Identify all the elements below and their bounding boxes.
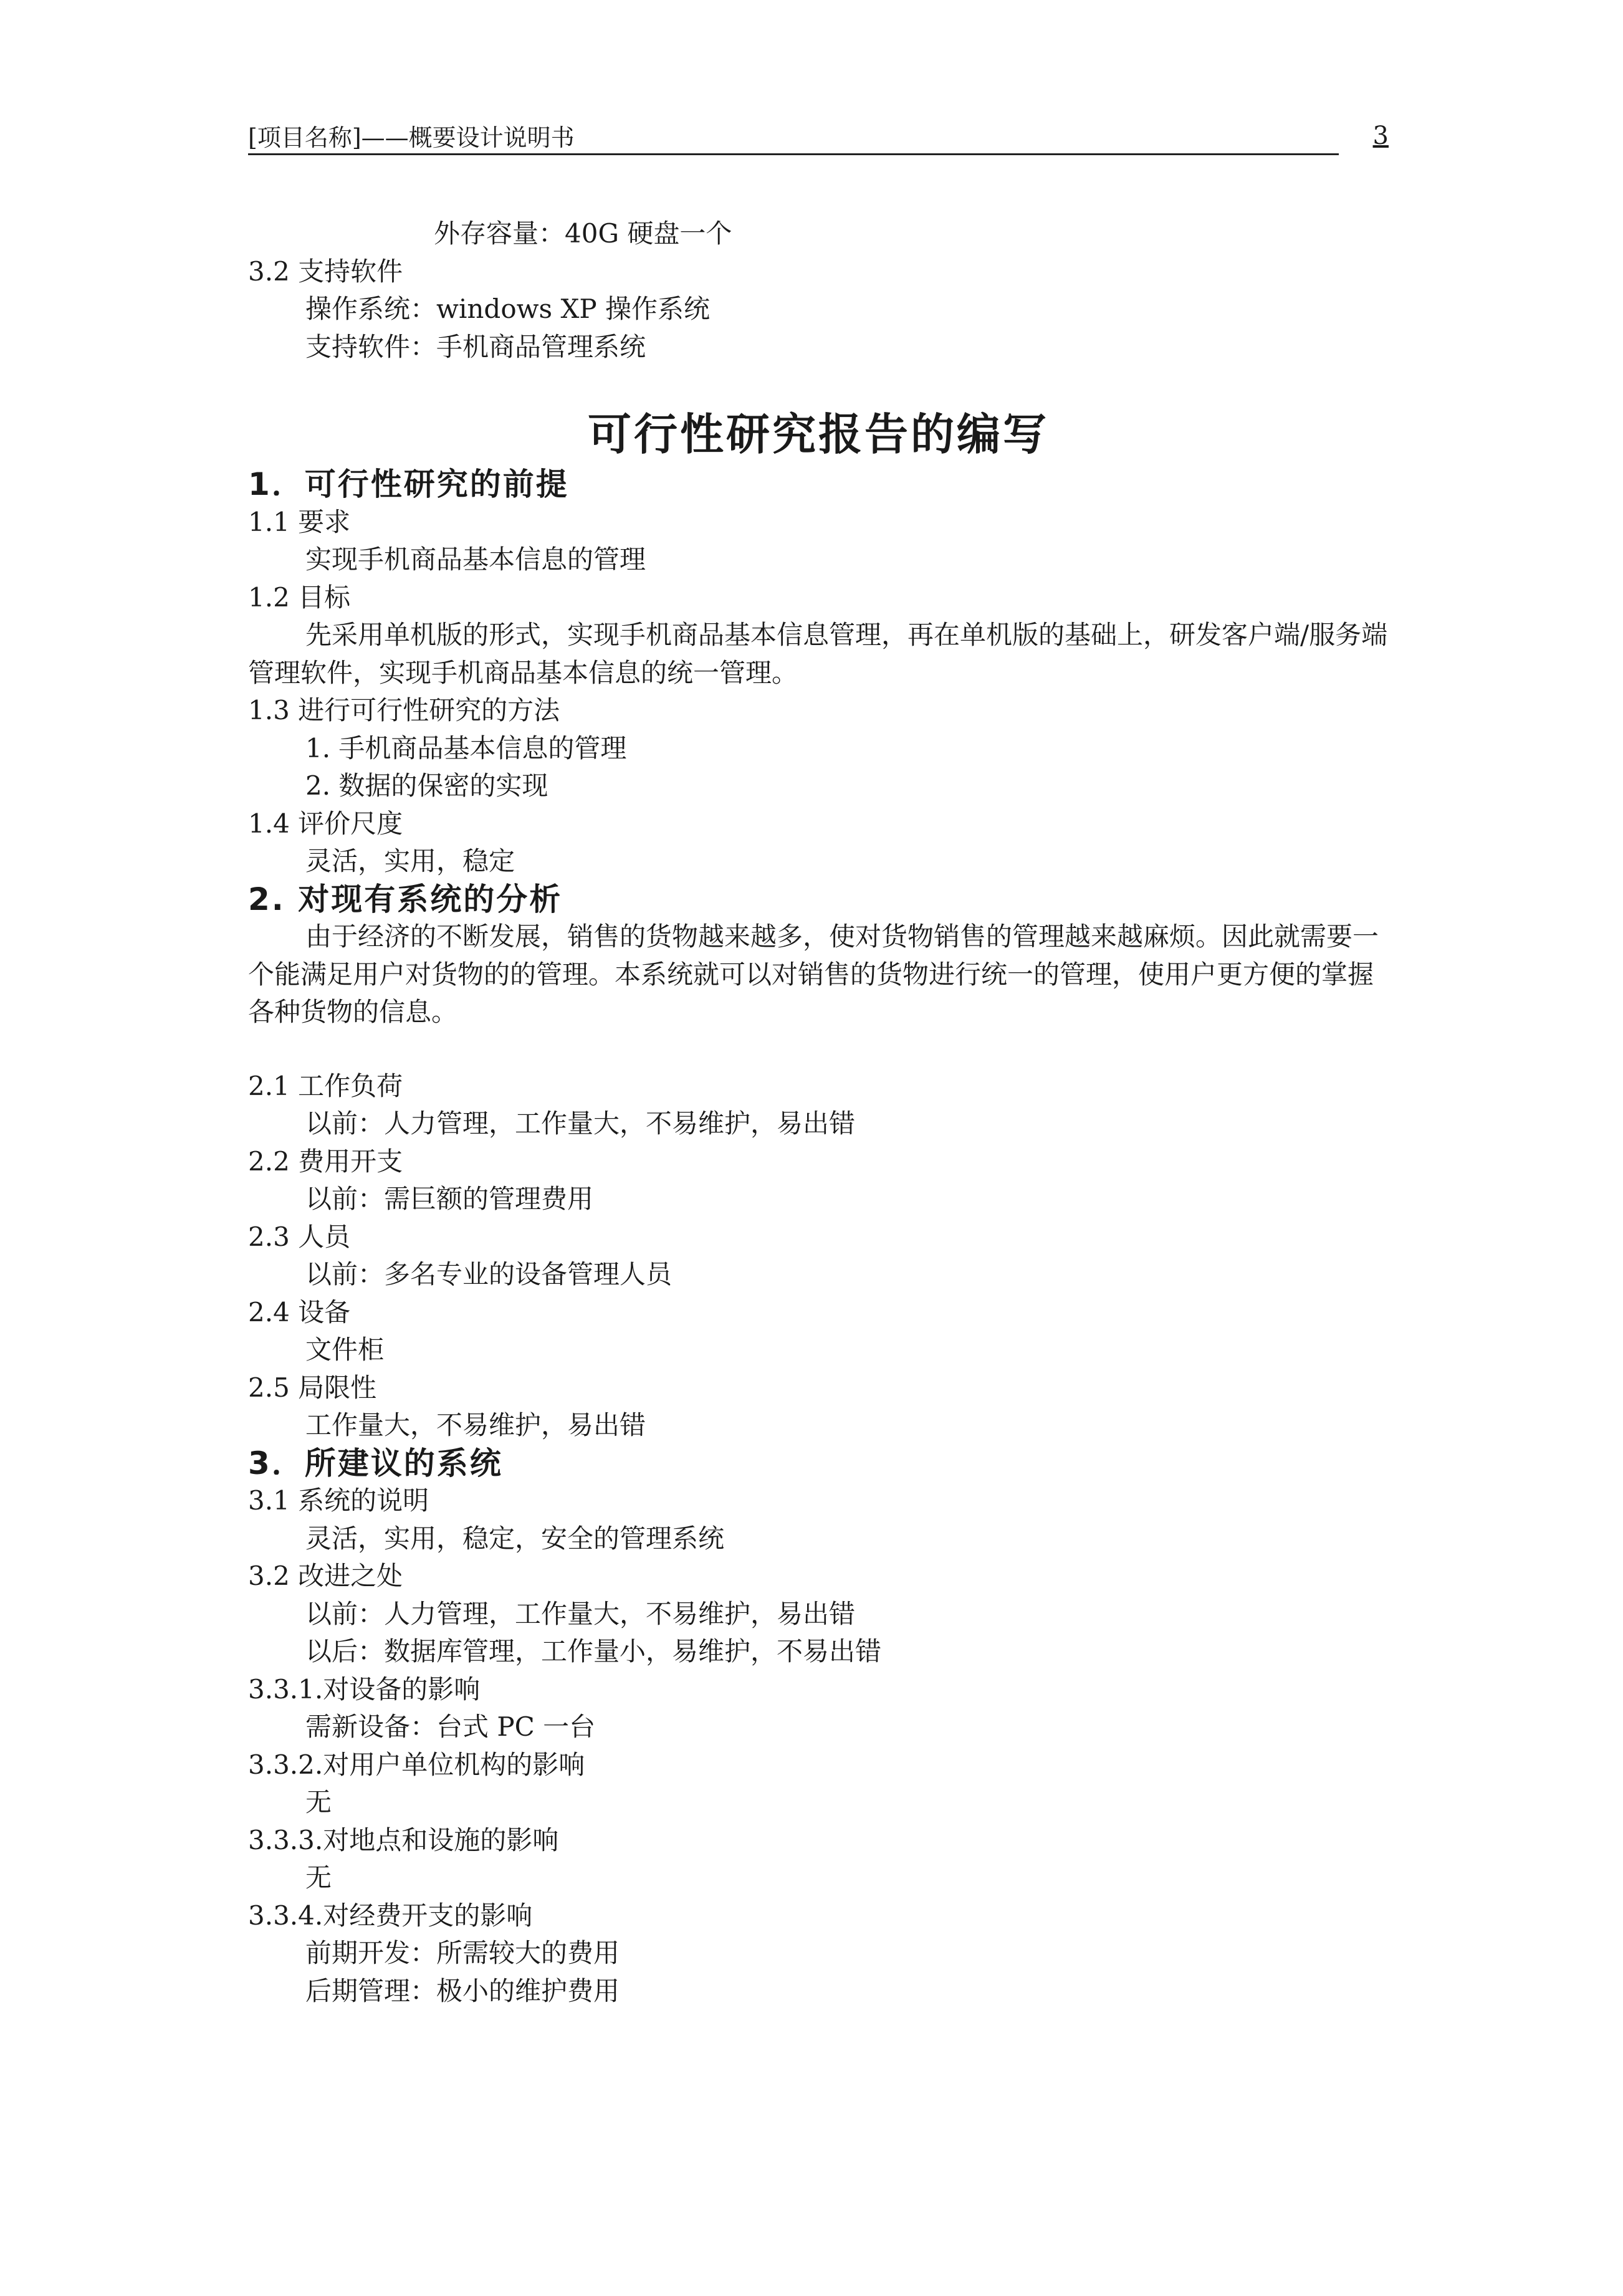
method-item-2: 2. 数据的保密的实现 [305,770,548,801]
section-1-2-body: 先采用单机版的形式，实现手机商品基本信息管理，再在单机版的基础上，研发客户端/服务端管理软件，实现手机商品基本信息的统一管理。 [248,619,1388,688]
page-number: 3 [1372,122,1389,150]
cost-early: 前期开发：所需较大的费用 [305,1938,620,1968]
os-line: 操作系统：windows XP 操作系统 [305,294,710,324]
document-body [248,215,1389,2010]
section-3-3-2-body: 无 [305,1787,332,1817]
section-3-3-4-heading: 3.3.4.对经费开支的影响 [248,1900,533,1931]
section-3-2-heading: 3.2 支持软件 [248,256,403,287]
section-3-heading: 3．所建议的系统 [248,1445,503,1481]
section-2-5-heading: 2.5 局限性 [248,1372,377,1403]
section-1-2-heading: 1.2 目标 [248,581,351,613]
section-3-1-body: 灵活，实用，稳定，安全的管理系统 [305,1523,725,1554]
section-2-1-body: 以前：人力管理，工作量大，不易维护，易出错 [305,1108,856,1139]
section-2-3-heading: 2.3 人员 [248,1221,351,1252]
header-title: [项目名称]——概要设计说明书 [248,124,575,151]
section-3-3-3-body: 无 [305,1862,332,1893]
section-2-1-heading: 2.1 工作负荷 [248,1070,403,1101]
section-1-4-heading: 1.4 评价尺度 [248,808,403,839]
improvement-before: 以前：人力管理，工作量大，不易维护，易出错 [305,1598,856,1629]
section-1-4-body: 灵活，实用，稳定 [305,846,515,876]
section-2-2-body: 以前：需巨额的管理费用 [305,1184,594,1214]
software-line: 支持软件：手机商品管理系统 [305,331,646,362]
improvement-after: 以后：数据库管理，工作量小，易维护，不易出错 [305,1636,882,1667]
section-2-heading: 2. 对现有系统的分析 [248,881,563,917]
page-header [248,116,1389,155]
section-1-3-heading: 1.3 进行可行性研究的方法 [248,695,560,725]
section-1-1-heading: 1.1 要求 [248,506,351,537]
section-1-heading: 1．可行性研究的前提 [248,466,569,502]
method-item-1: 1. 手机商品基本信息的管理 [305,732,627,763]
document-title: 可行性研究报告的编写 [588,409,1049,460]
section-3-1-heading: 3.1 系统的说明 [248,1485,429,1516]
storage-line: 外存容量：40G 硬盘一个 [434,218,732,249]
section-3-3-1-body: 需新设备：台式 PC 一台 [305,1711,596,1742]
section-3-3-1-heading: 3.3.1.对设备的影响 [248,1673,481,1705]
section-2-2-heading: 2.2 费用开支 [248,1146,403,1177]
section-2-5-body: 工作量大，不易维护，易出错 [305,1410,646,1440]
section-2-4-heading: 2.4 设备 [248,1296,351,1327]
section-1-1-body: 实现手机商品基本信息的管理 [305,544,646,575]
section-2-3-body: 以前：多名专业的设备管理人员 [305,1259,673,1289]
section-3-2b-heading: 3.2 改进之处 [248,1561,403,1591]
section-3-3-3-heading: 3.3.3.对地点和设施的影响 [248,1824,559,1855]
section-2-4-body: 文件柜 [305,1334,385,1365]
section-2-intro: 由于经济的不断发展，销售的货物越来越多，使对货物销售的管理越来越麻烦。因此就需要一个能满足用户对货物的的管理。本系统就可以对销售的货物进行统一的管理，使用户更方便的掌握各种货物的信息。 [248,921,1379,1027]
cost-late: 后期管理：极小的维护费用 [305,1975,620,2006]
section-3-3-2-heading: 3.3.2.对用户单位机构的影响 [248,1749,585,1780]
